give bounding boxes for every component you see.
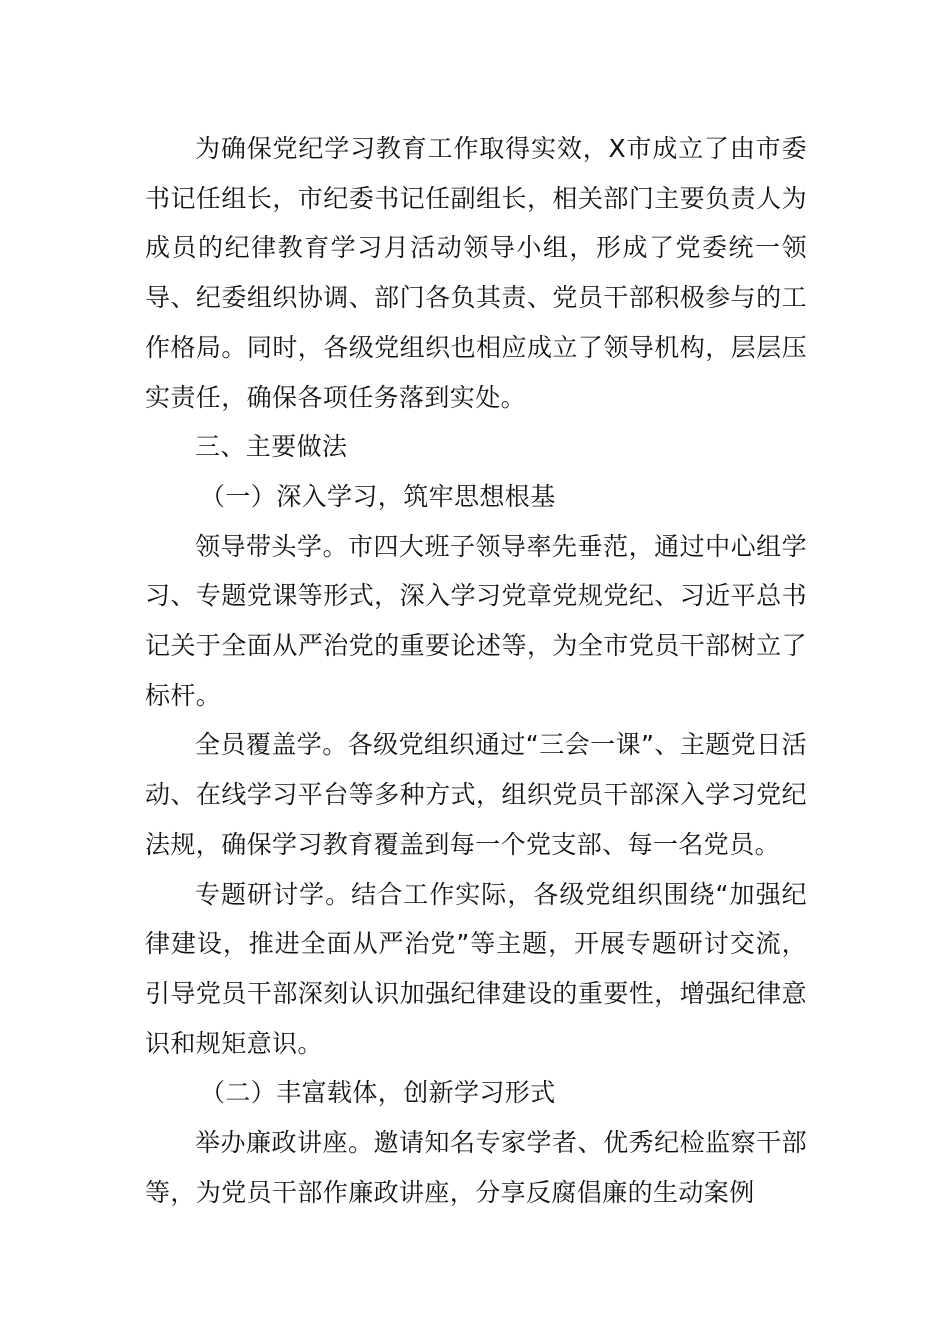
- section-heading-main-practices: 三、主要做法: [195, 432, 348, 462]
- paragraph-topic-seminar-study: 专题研讨学。结合工作实际，各级党组织围绕“加强纪律建设，推进全面从严治党”等主题，开展专题研讨交流，引导党员干部深刻认识加强纪律建设的重要性，增强纪律意识和规矩意识。: [145, 879, 807, 1058]
- subsection-heading-deep-study: （一）深入学习，筑牢思想根基: [200, 481, 556, 511]
- paragraph-leaders-study: 领导带头学。市四大班子领导率先垂范，通过中心组学习、专题党课等形式，深入学习党章党规党纪、习近平总书记关于全面从严治党的重要论述等，为全市党员干部树立了标杆。: [145, 531, 807, 710]
- paragraph-leadership-group: 为确保党纪学习教育工作取得实效，X市成立了由市委书记任组长，市纪委书记任副组长，相关部门主要负责人为成员的纪律教育学习月活动领导小组，形成了党委统一领导、纪委组织协调、部门各负其责、党员干部积极参与的工作格局。同时，各级党组织也相应成立了领导机构，层层压实责任，确保各项任务落到实处。: [145, 134, 807, 412]
- document-body: [145, 124, 807, 1217]
- paragraph-integrity-lectures: 举办廉政讲座。邀请知名专家学者、优秀纪检监察干部等，为党员干部作廉政讲座，分享反腐倡廉的生动案例: [145, 1128, 807, 1207]
- paragraph-full-coverage-study: 全员覆盖学。各级党组织通过“三会一课”、主题党日活动、在线学习平台等多种方式，组织党员干部深入学习党纪法规，确保学习教育覆盖到每一个党支部、每一名党员。: [145, 730, 807, 859]
- subsection-heading-rich-carriers: （二）丰富载体，创新学习形式: [200, 1078, 556, 1108]
